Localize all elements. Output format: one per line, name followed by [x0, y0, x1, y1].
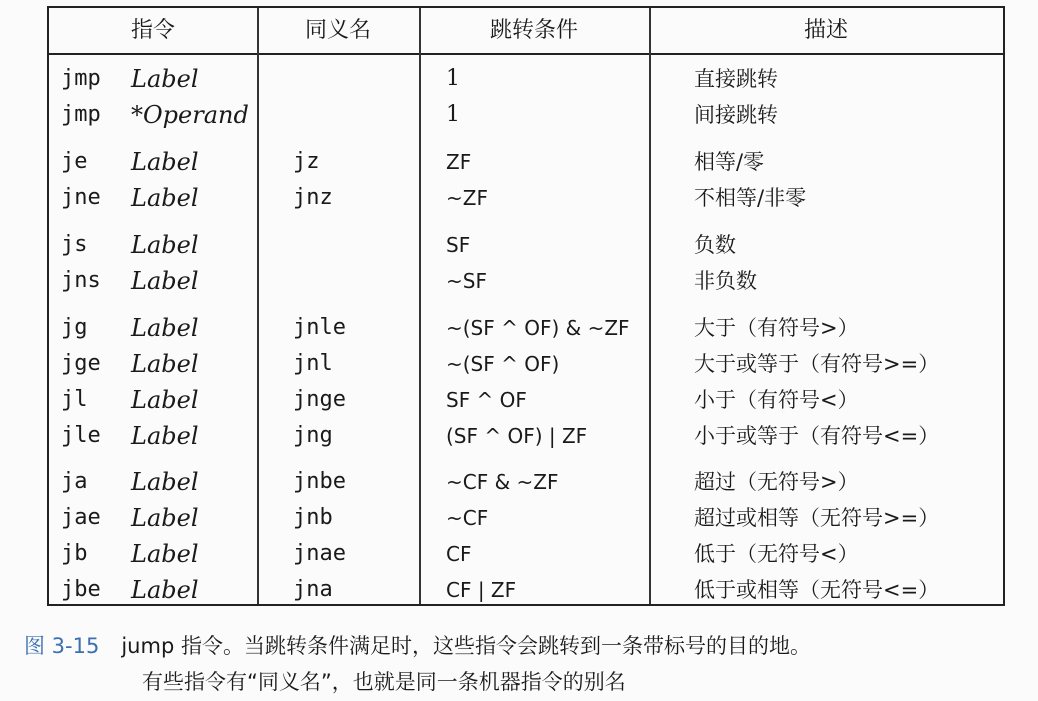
condition-cell: 1 [446, 102, 460, 127]
figure-number: 图 3-15 [24, 634, 100, 658]
condition-cell: ~(SF ^ OF) [446, 352, 560, 376]
synonym-cell: jnbe [293, 469, 346, 494]
table-row [49, 536, 1003, 572]
table-row [49, 500, 1003, 536]
description-cell: 大于（有符号>） [694, 316, 859, 340]
description-cell: 间接跳转 [694, 103, 778, 127]
table-row [49, 382, 1003, 418]
synonym-cell: jnz [293, 185, 333, 210]
condition-cell: SF [446, 233, 471, 257]
table-row [49, 418, 1003, 454]
condition-cell: ~SF [446, 269, 487, 293]
synonym-cell: jz [293, 149, 320, 174]
instruction-cell: je [61, 149, 88, 174]
instruction-cell: jmp [61, 66, 101, 91]
table-row [49, 227, 1003, 263]
description-cell: 相等/零 [694, 150, 765, 174]
instruction-cell: jl [61, 387, 88, 412]
operand-cell: Label [131, 350, 199, 378]
caption-line-1 [24, 628, 1024, 664]
table-row [49, 97, 1003, 133]
description-cell: 直接跳转 [694, 67, 778, 91]
synonym-cell: jnle [293, 315, 346, 340]
table-row [49, 464, 1003, 500]
synonym-cell: jnge [293, 387, 346, 412]
caption-line-2: 有些指令有“同义名”，也就是同一条机器指令的别名 [142, 670, 626, 694]
operand-cell: Label [131, 314, 199, 342]
header-instruction: 指令 [130, 18, 175, 43]
description-cell: 小于或等于（有符号<=） [694, 424, 940, 448]
description-cell: 不相等/非零 [694, 186, 807, 210]
operand-cell: Label [131, 184, 199, 212]
description-cell: 大于或等于（有符号>=） [694, 352, 940, 376]
instruction-cell: jge [61, 351, 101, 376]
operand-cell: *Operand [131, 101, 249, 129]
condition-cell: ~CF [446, 506, 489, 530]
operand-cell: Label [131, 267, 199, 295]
operand-cell: Label [131, 468, 199, 496]
condition-cell: SF ^ OF [446, 388, 527, 412]
condition-cell: CF | ZF [446, 578, 517, 602]
operand-cell: Label [131, 504, 199, 532]
table-row [49, 144, 1003, 180]
description-cell: 低于（无符号<） [694, 542, 859, 566]
header-synonym: 同义名 [304, 18, 371, 43]
synonym-cell: jnl [293, 351, 333, 376]
synonym-cell: jna [293, 577, 333, 602]
synonym-cell: jng [293, 423, 333, 448]
caption-text-1: jump 指令。当跳转条件满足时，这些指令会跳转到一条带标号的目的地。 [121, 634, 811, 658]
description-cell: 超过或相等（无符号>=） [694, 506, 940, 530]
synonym-cell: jnb [293, 505, 333, 530]
operand-cell: Label [131, 540, 199, 568]
operand-cell: Label [131, 576, 199, 604]
table-header [49, 8, 1003, 55]
condition-cell: CF [446, 542, 472, 566]
synonym-cell: jnae [293, 541, 346, 566]
operand-cell: Label [131, 422, 199, 450]
condition-cell: ~ZF [446, 186, 488, 210]
operand-cell: Label [131, 231, 199, 259]
table-row [49, 310, 1003, 346]
figure-caption [24, 628, 1024, 700]
condition-cell: 1 [446, 66, 460, 91]
instruction-cell: jg [61, 315, 88, 340]
condition-cell: (SF ^ OF) | ZF [446, 424, 588, 448]
instruction-cell: jmp [61, 102, 101, 127]
table-row [49, 572, 1003, 608]
jump-instruction-table [47, 6, 1005, 606]
operand-cell: Label [131, 148, 199, 176]
instruction-cell: jle [61, 423, 101, 448]
header-description: 描述 [803, 18, 848, 43]
instruction-cell: jne [61, 185, 101, 210]
table-row [49, 180, 1003, 216]
instruction-cell: jns [61, 268, 101, 293]
table-row [49, 346, 1003, 382]
header-condition: 跳转条件 [489, 18, 578, 43]
description-cell: 低于或相等（无符号<=） [694, 578, 940, 602]
instruction-cell: jae [61, 505, 101, 530]
instruction-cell: jb [61, 541, 88, 566]
description-cell: 非负数 [694, 269, 757, 293]
description-cell: 小于（有符号<） [694, 388, 859, 412]
instruction-cell: ja [61, 469, 88, 494]
table-row [49, 263, 1003, 299]
instruction-cell: js [61, 232, 88, 257]
instruction-cell: jbe [61, 577, 101, 602]
condition-cell: ~CF & ~ZF [446, 470, 559, 494]
condition-cell: ~(SF ^ OF) & ~ZF [446, 316, 630, 340]
operand-cell: Label [131, 65, 199, 93]
operand-cell: Label [131, 386, 199, 414]
description-cell: 超过（无符号>） [694, 470, 859, 494]
condition-cell: ZF [446, 150, 472, 174]
table-row [49, 61, 1003, 97]
description-cell: 负数 [694, 233, 736, 257]
